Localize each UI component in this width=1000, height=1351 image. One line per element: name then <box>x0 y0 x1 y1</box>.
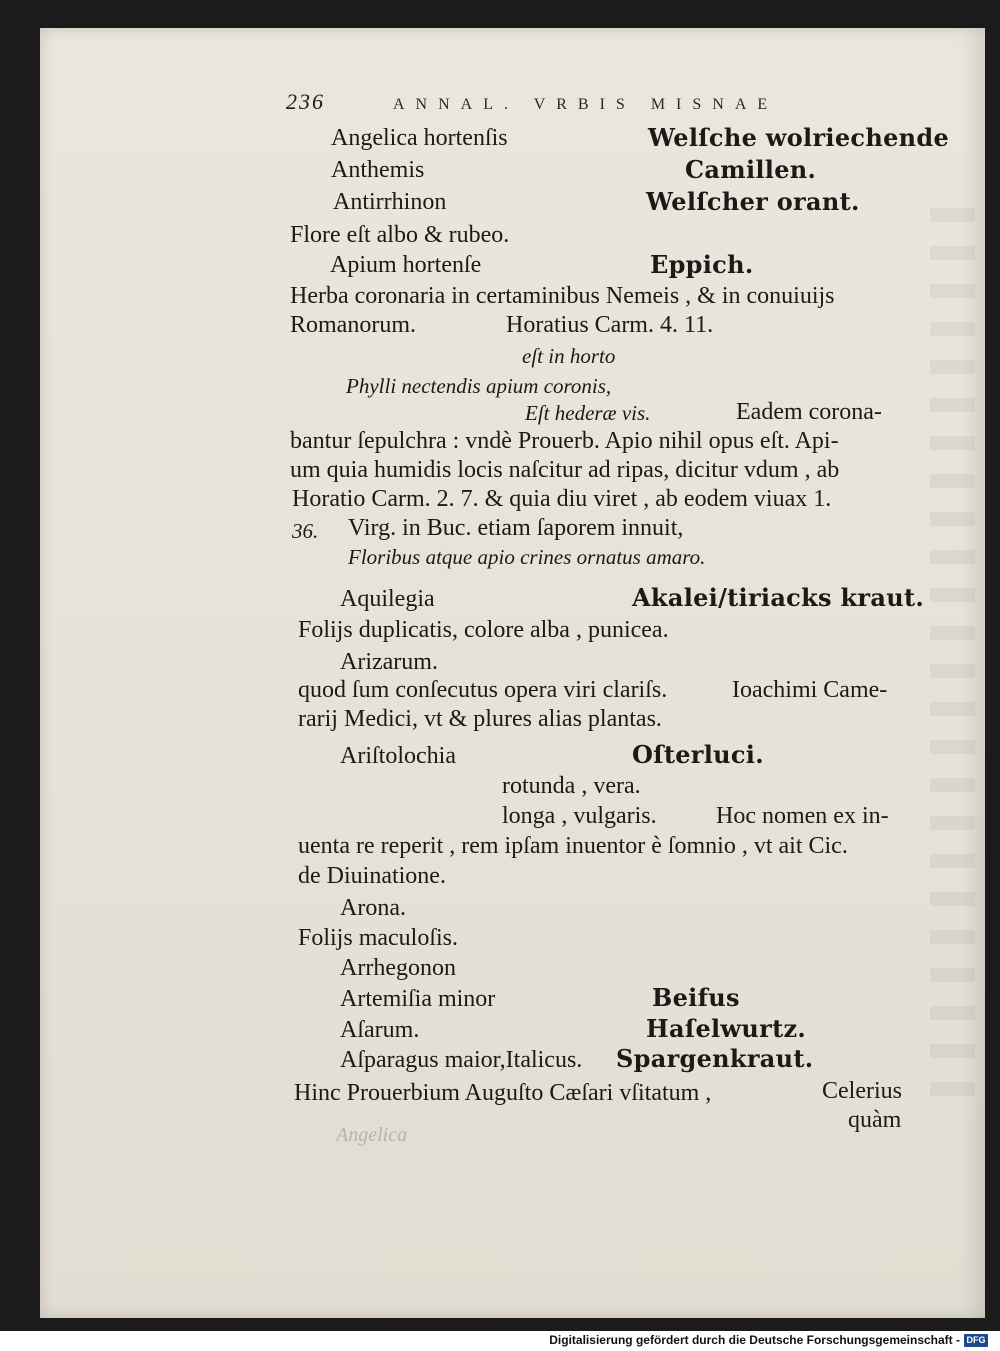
plant-name: Artemiſia minor <box>340 986 496 1012</box>
text-line: Hinc Prouerbium Auguſto Cæſari vſitatum , <box>294 1080 712 1106</box>
text-line: Romanorum. <box>290 312 416 338</box>
plant-name: Arona. <box>340 895 406 921</box>
text-line: Celerius <box>822 1078 902 1104</box>
plant-name: Arizarum. <box>340 649 438 675</box>
plant-name: Apium hortenſe <box>330 252 482 278</box>
plant-name: Aquilegia <box>340 586 435 612</box>
page-number: 236 <box>286 89 325 114</box>
text-line: Flore eſt albo & rubeo. <box>290 222 510 248</box>
german-name: Oſterluci. <box>632 740 764 769</box>
text-line: Virg. in Buc. etiam ſaporem innuit, <box>348 515 684 541</box>
dfg-logo: DFG <box>964 1334 988 1347</box>
text-line: Horatio Carm. 2. 7. & quia diu viret , ab eodem viuax 1. <box>292 486 832 512</box>
text-line: quod ſum conſecutus opera viri clariſs. <box>298 677 668 703</box>
german-name: Beifus <box>652 983 740 1012</box>
text-line: Eadem corona- <box>736 399 882 425</box>
text-line: longa , vulgaris. <box>502 803 657 829</box>
text-line: Herba coronaria in certaminibus Nemeis , & in conuiuijs <box>290 283 835 309</box>
text-line: bantur ſepulchra : vndè Prouerb. Apio nihil opus eſt. Api- <box>290 428 839 454</box>
text-line: Horatius Carm. 4. 11. <box>506 312 714 338</box>
plant-name: Anthemis <box>331 157 425 183</box>
text-line: 36. <box>292 519 319 543</box>
plant-name: Angelica hortenſis <box>331 125 508 151</box>
text-line: um quia humidis locis naſcitur ad ripas, dicitur vdum , ab <box>290 457 840 483</box>
verse-line: Floribus atque apio crines ornatus amaro. <box>348 545 706 569</box>
german-name: Haſelwurtz. <box>646 1014 807 1043</box>
verse-line: Phylli nectendis apium coronis, <box>346 374 612 398</box>
german-name: Akalei/tiriacks kraut. <box>632 583 925 612</box>
text-line: de Diuinatione. <box>298 863 446 889</box>
catchword: quàm <box>848 1107 902 1133</box>
footer-bar <box>0 1331 1000 1351</box>
german-name: Welſche wolriechende <box>648 123 950 152</box>
text-line: Ioachimi Came- <box>732 677 888 703</box>
german-name: Camillen. <box>685 155 817 184</box>
german-name: Welſcher orant. <box>646 187 860 216</box>
verse-line: Eſt hederæ vis. <box>525 401 651 425</box>
running-title: ANNAL. VRBIS MISNAE <box>393 96 779 113</box>
book-page <box>40 28 985 1318</box>
german-name: Spargenkraut. <box>616 1044 814 1073</box>
text-line: uenta re reperit , rem ipſam inuentor è ſomnio , vt ait Cic. <box>298 833 848 859</box>
plant-name: Ariſtolochia <box>340 743 456 769</box>
plant-name: Antirrhinon <box>333 189 447 215</box>
show-through-shadow <box>930 208 975 1108</box>
text-line: rarij Medici, vt & plures alias plantas. <box>298 706 662 732</box>
text-line: Folijs maculoſis. <box>298 925 459 951</box>
plant-name: Aſarum. <box>340 1017 420 1043</box>
german-name: Eppich. <box>650 250 754 279</box>
text-line: Folijs duplicatis, colore alba , punicea. <box>298 617 669 643</box>
plant-name: Aſparagus maior,Italicus. <box>340 1047 583 1073</box>
text-line: Hoc nomen ex in- <box>716 803 889 829</box>
plant-name: Arrhegonon <box>340 955 456 981</box>
funding-credit: Digitalisierung gefördert durch die Deutsche Forschungsgemeinschaft - <box>549 1333 960 1347</box>
text-line: rotunda , vera. <box>502 773 641 799</box>
show-through-text: Angelica <box>336 1124 408 1146</box>
verse-line: eſt in horto <box>522 344 616 368</box>
